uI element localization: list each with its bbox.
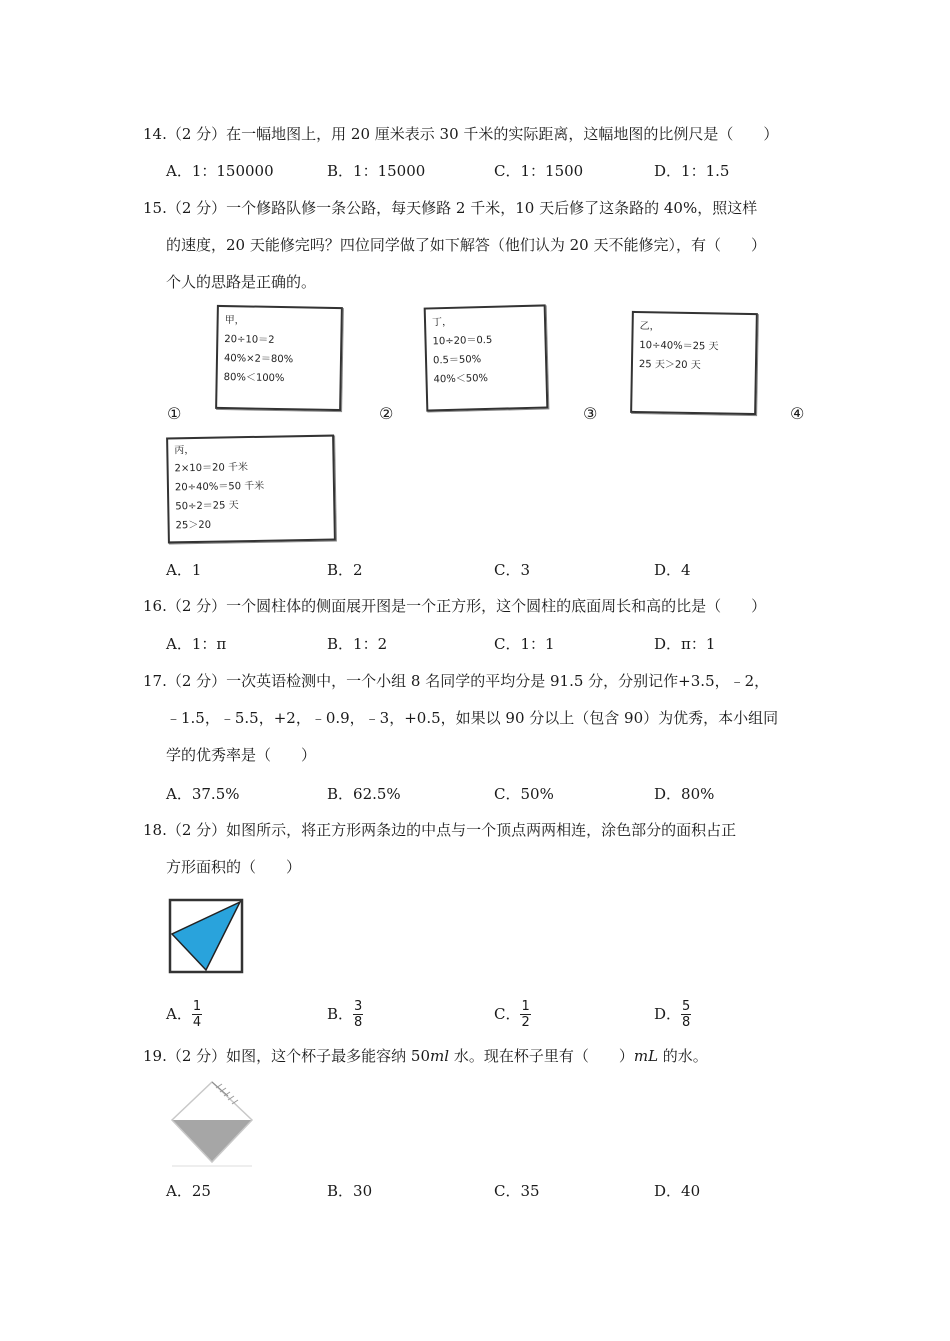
q19-option-c: C．35 <box>494 1182 540 1200</box>
numerator: 1 <box>521 998 530 1014</box>
card-yi-line: 25 天＞20 天 <box>638 359 701 372</box>
q17-option-a: A．37.5% <box>166 785 240 803</box>
option-label: C． <box>494 1005 521 1023</box>
unit-ml: ml <box>430 1047 450 1065</box>
denominator: 8 <box>682 1014 691 1030</box>
denominator: 8 <box>354 1014 363 1030</box>
option-label: D． <box>654 1005 682 1023</box>
card-ding-line: 0.5＝50% <box>432 354 482 367</box>
card-bing-line: 25＞20 <box>175 519 212 532</box>
solution-card-yi <box>630 311 758 415</box>
option-label: A． <box>166 1005 192 1023</box>
q18-option-a <box>166 995 202 1033</box>
q19-stem <box>143 1046 708 1066</box>
denominator: 4 <box>192 1014 202 1030</box>
solution-card-ding <box>424 304 549 411</box>
q16-option-b: B．1：2 <box>327 635 388 653</box>
circle-label-1: ① <box>167 404 182 423</box>
q14-stem: 14.（2 分）在一幅地图上，用 20 厘米表示 30 千米的实际距离，这幅地图的比例尺是（ ） <box>143 125 779 143</box>
circle-label-4: ④ <box>790 404 805 423</box>
card-bing-line: 丙， <box>174 444 195 457</box>
q15-option-c: C．3 <box>494 561 531 579</box>
q18-option-c <box>494 995 531 1033</box>
q19-stem-part: 水。现在杯子里有（ ） <box>449 1047 634 1065</box>
fraction <box>681 999 691 1030</box>
q16-option-c: C．1：1 <box>494 635 555 653</box>
card-ding-line: 10÷20＝0.5 <box>432 334 493 348</box>
q14-option-a: A．1：150000 <box>166 162 274 180</box>
q14-option-d: D．1：1.5 <box>654 162 730 180</box>
option-label: B． <box>327 1005 354 1023</box>
numerator: 1 <box>192 998 202 1014</box>
circle-label-3: ③ <box>583 404 598 423</box>
q19-option-d: D．40 <box>654 1182 701 1200</box>
square-figure <box>166 896 246 976</box>
q17-option-b: B．62.5% <box>327 785 401 803</box>
q19-stem-part: 19.（2 分）如图，这个杯子最多能容纳 50 <box>143 1047 431 1065</box>
card-ding-line: 40%＜50% <box>433 372 489 386</box>
q17-stem-line2: ﹣1.5，﹣5.5，+2，﹣0.9，﹣3，+0.5，如果以 90 分以上（包含 90）为优秀，本小组同 <box>166 709 779 727</box>
q15-option-b: B．2 <box>327 561 363 579</box>
q15-stem-line3: 个人的思路是正确的。 <box>166 273 317 291</box>
q18-stem-line1: 18.（2 分）如图所示，将正方形两条边的中点与一个顶点两两相连，涂色部分的面积占正 <box>143 821 737 839</box>
q19-stem-part: 的水。 <box>658 1047 708 1065</box>
q15-stem-line2: 的速度，20 天能修完吗？四位同学做了如下解答（他们认为 20 天不能修完），有（ ） <box>166 236 766 254</box>
q17-option-d: D．80% <box>654 785 715 803</box>
water-fill <box>172 1120 252 1162</box>
card-ding-line: 丁， <box>431 316 453 329</box>
q16-option-d: D．π：1 <box>654 635 716 653</box>
q18-stem-line2: 方形面积的（ ） <box>166 858 302 876</box>
q14-option-c: C．1：1500 <box>494 162 584 180</box>
fraction <box>192 999 202 1030</box>
card-yi-line: 乙， <box>639 321 660 333</box>
q15-stem-line1: 15.（2 分）一个修路队修一条公路，每天修路 2 千米，10 天后修了这条路的 40%，照这样 <box>143 199 758 217</box>
card-yi-line: 10÷40%＝25 天 <box>639 340 719 353</box>
denominator: 2 <box>521 1014 530 1030</box>
card-jia-line: 80%＜100% <box>223 372 285 385</box>
q16-stem: 16.（2 分）一个圆柱体的侧面展开图是一个正方形，这个圆柱的底面周长和高的比是（ ） <box>143 597 767 615</box>
q15-option-a: A．1 <box>166 561 202 579</box>
q17-option-c: C．50% <box>494 785 554 803</box>
q17-stem-line3: 学的优秀率是（ ） <box>166 746 317 764</box>
card-jia-line: 40%×2＝80% <box>223 353 294 366</box>
solution-card-bing <box>166 435 336 544</box>
q18-option-d <box>654 995 691 1033</box>
circle-label-2: ② <box>379 404 394 423</box>
card-jia-line: 20÷10＝2 <box>224 334 275 346</box>
card-bing-line: 50÷2＝25 天 <box>175 500 239 513</box>
unit-ml: mL <box>633 1047 659 1065</box>
q17-stem-line1: 17.（2 分）一次英语检测中，一个小组 8 名同学的平均分是 91.5 分，分别记作+3.5，﹣2， <box>143 672 770 690</box>
q19-option-a: A．25 <box>166 1182 211 1200</box>
q18-option-b <box>327 995 363 1033</box>
card-jia-line: 甲， <box>224 315 245 327</box>
cup-figure <box>166 1080 258 1168</box>
numerator: 5 <box>682 998 691 1014</box>
q14-option-b: B．1：15000 <box>327 162 426 180</box>
card-bing-line: 20÷40%＝50 千米 <box>174 480 265 494</box>
q19-option-b: B．30 <box>327 1182 373 1200</box>
card-bing-line: 2×10＝20 千米 <box>174 462 249 475</box>
fraction <box>520 999 530 1030</box>
numerator: 3 <box>354 998 363 1014</box>
solution-card-jia <box>215 305 343 411</box>
q15-option-d: D．4 <box>654 561 691 579</box>
q16-option-a: A．1：π <box>166 635 227 653</box>
fraction <box>353 999 363 1030</box>
